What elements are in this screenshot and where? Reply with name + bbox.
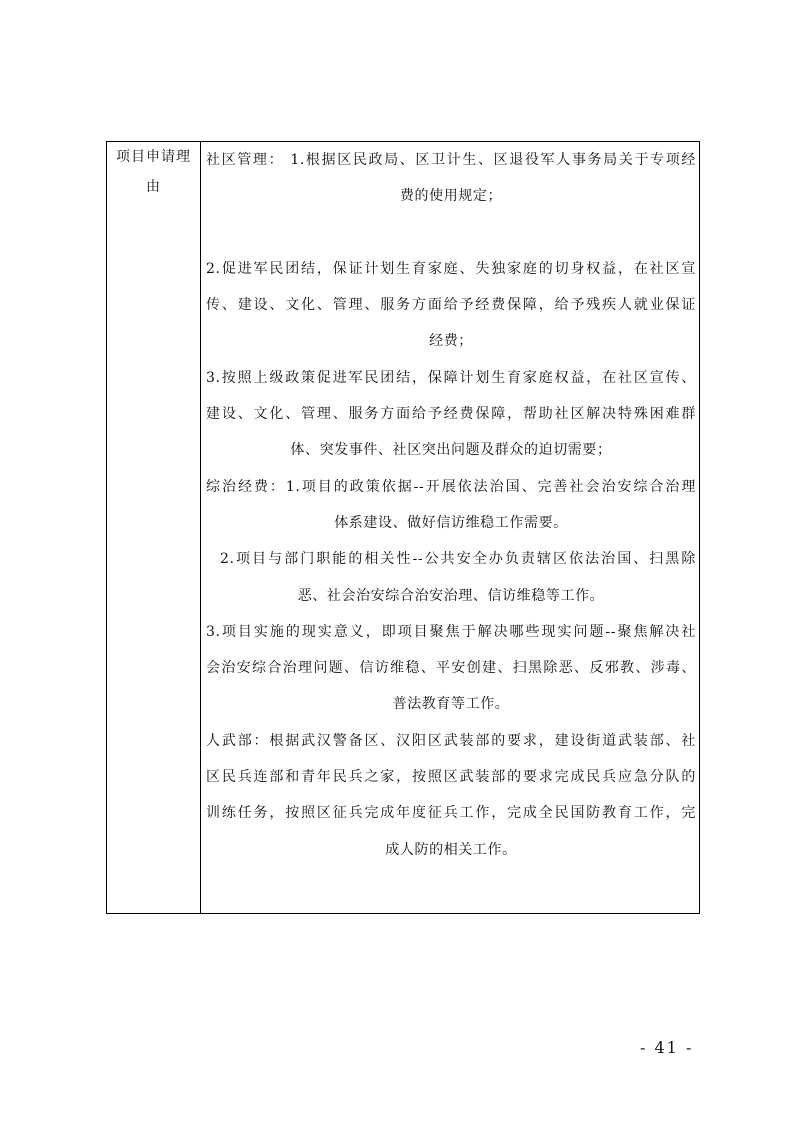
label-line: 项目申请理 xyxy=(116,149,191,165)
text-line: 费的使用规定； xyxy=(399,188,503,205)
label-cell xyxy=(107,142,201,914)
text-line: 体、突发事件、社区突出问题及群众的迫切需要； xyxy=(290,442,612,459)
text-line: 社区管理： 1.根据区民政局、区卫计生、区退役军人事务局关于专项经 xyxy=(206,152,696,168)
text-line: 3.项目实施的现实意义，即项目聚焦于解决哪些现实问题--聚焦解决社 xyxy=(206,623,696,640)
blank-line xyxy=(206,215,696,251)
text-line: 训练任务，按照区征兵完成年度征兵工作，完成全民国防教育工作，完 xyxy=(206,805,696,822)
text-line: 区民兵连部和青年民兵之家，按照区武装部的要求完成民兵应急分队的 xyxy=(206,769,696,786)
reason-content xyxy=(201,142,699,868)
text-line: 2.项目与部门职能的相关性--公共安全办负责辖区依法治国、扫黑除 xyxy=(220,551,696,568)
label-line: 由 xyxy=(146,179,161,195)
text-line: 恶、社会治安综合治安治理、信访维稳等工作。 xyxy=(297,587,605,604)
text-line: 3.按照上级政策促进军民团结，保障计划生育家庭权益，在社区宣传、 xyxy=(206,369,696,386)
project-application-table xyxy=(106,141,700,914)
text-line: 人武部：根据武汉警备区、汉阳区武装部的要求，建设街道武装部、社 xyxy=(206,732,696,749)
table-row xyxy=(107,142,700,914)
text-line: 2.促进军民团结，保证计划生育家庭、失独家庭的切身权益，在社区宣 xyxy=(206,260,696,277)
page-number: - 41 - xyxy=(640,1038,694,1057)
text-line: 建设、文化、管理、服务方面给予经费保障，帮助社区解决特殊困难群 xyxy=(206,406,696,423)
text-line: 普法教育等工作。 xyxy=(392,696,510,713)
text-line: 经费； xyxy=(429,333,473,350)
text-line: 成人防的相关工作。 xyxy=(385,841,517,858)
text-line: 体系建设、做好信访维稳工作需要。 xyxy=(334,514,568,531)
content-cell xyxy=(201,142,700,914)
text-line: 综治经费：1.项目的政策依据--开展依法治国、完善社会治安综合治理 xyxy=(206,478,696,495)
text-line: 传、建设、文化、管理、服务方面给予经费保障，给予残疾人就业保证 xyxy=(206,297,696,314)
text-line: 会治安综合治理问题、信访维稳、平安创建、扫黑除恶、反邪教、涉毒、 xyxy=(206,660,696,677)
